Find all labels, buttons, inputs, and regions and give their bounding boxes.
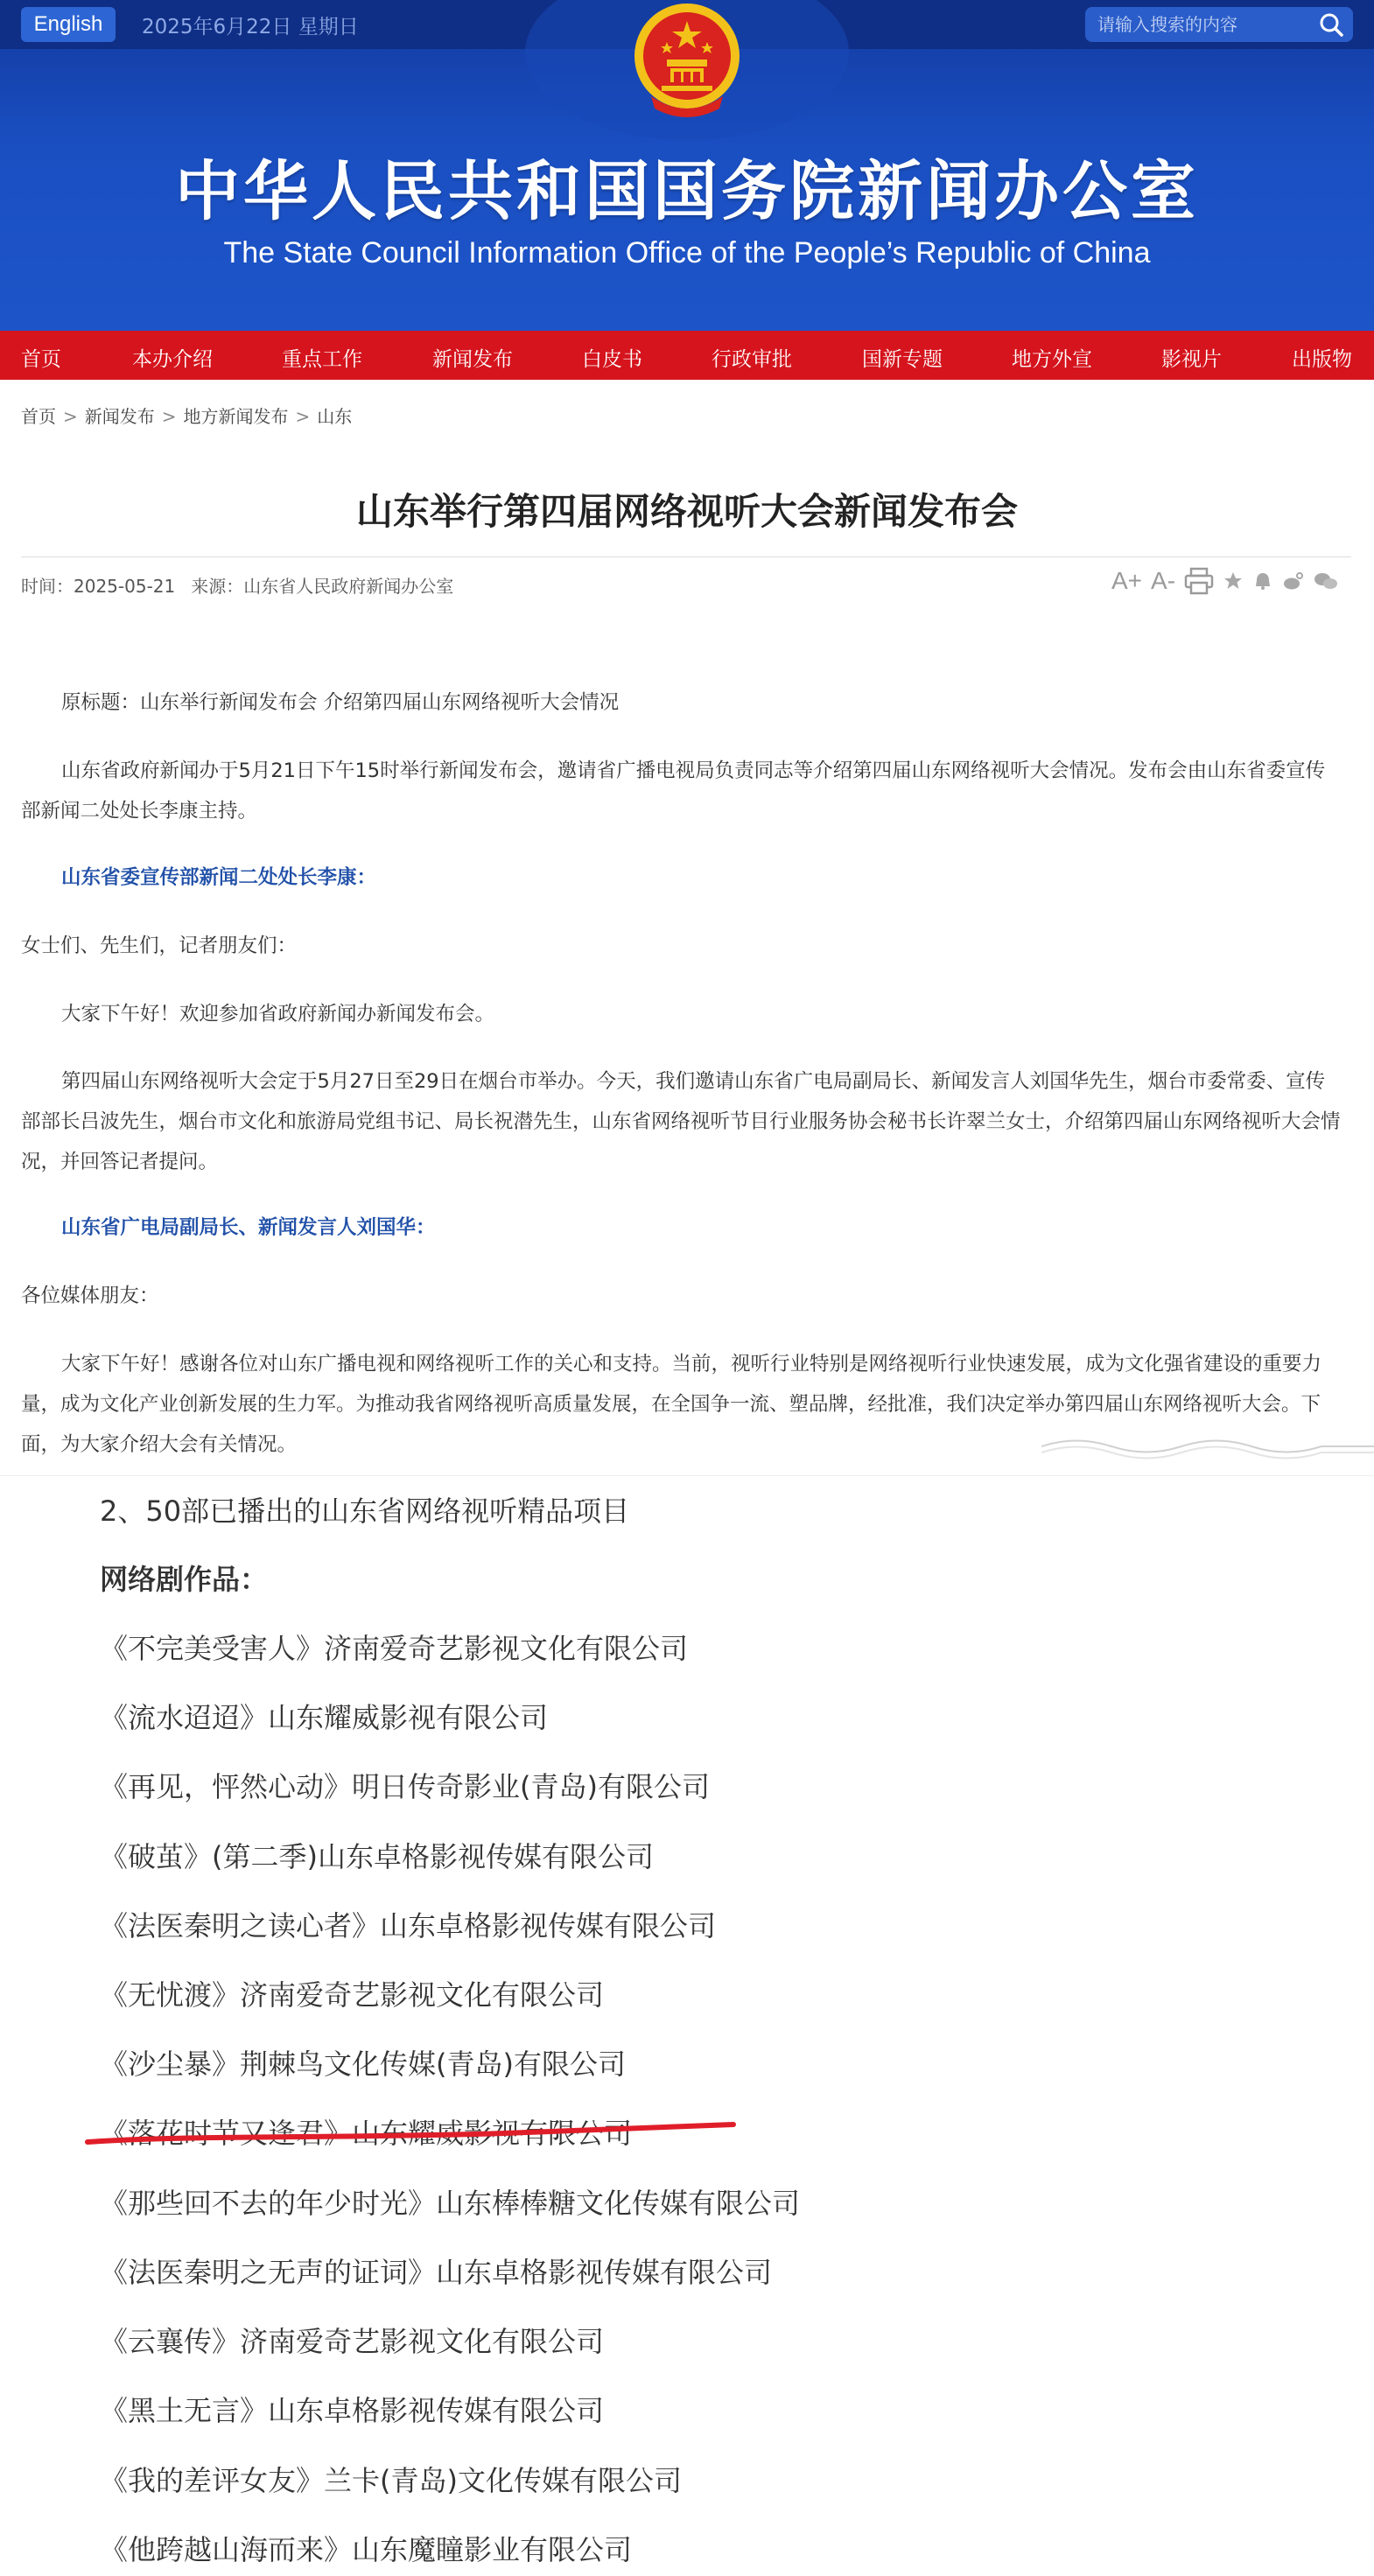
favorite-star-icon[interactable] [1223,570,1244,592]
red-hand-underline [84,2116,740,2147]
breadcrumb-separator: > [161,406,177,427]
nav-item-news-release[interactable]: 新闻发布 [432,348,513,371]
site-title-chinese: 中华人民共和国国务院新闻办公室 [175,154,1199,229]
paragraph-conference-info: 第四届山东网络视听大会定于5月27日至29日在烟台市举办。今天，我们邀请山东省广电局副局长、新闻发言人刘国华先生，烟台市委常委、宣传部部长吕波先生，烟台市文化和旅游局党组书记、局长祝潜先生，山东省网络视听节目行业服务协会秘书长许翠兰女士，介绍第四届山东网络视听大会情况，并回答记者提问。 [21,1070,1341,1173]
list-item: 《我的差评女友》兰卡(青岛)文化传媒有限公司 [100,2464,682,2497]
paragraph-greeting: 女士们、先生们，记者朋友们： [21,934,298,957]
site-title-english: The State Council Information Office of the People’s Republic of China [223,236,1151,270]
nav-item-local-publicity[interactable]: 地方外宣 [1012,348,1092,371]
nav-item-films[interactable]: 影视片 [1161,348,1222,371]
article-meta [21,572,453,598]
print-icon[interactable] [1184,567,1214,595]
paragraph-original-title: 原标题：山东举行新闻发布会 介绍第四届山东网络视听大会情况 [61,691,620,714]
nav-item-white-papers[interactable]: 白皮书 [582,348,642,371]
nav-item-key-work[interactable]: 重点工作 [282,348,362,371]
breadcrumb-local-news[interactable]: 地方新闻发布 [183,406,289,427]
speaker-liu-guohua: 山东省广电局副局长、新闻发言人刘国华： [61,1216,436,1239]
speaker-li-kang: 山东省委宣传部新闻二处处长李康： [61,866,377,889]
breadcrumb-shandong[interactable]: 山东 [317,406,353,427]
share-qzone-icon[interactable] [1252,570,1273,592]
search-input[interactable] [1097,14,1307,35]
section-heading: 2、50部已播出的山东省网络视听精品项目 [100,1494,630,1528]
search-icon[interactable] [1318,11,1344,38]
list-item: 《法医秦明之无声的证词》山东卓格影视传媒有限公司 [100,2256,773,2289]
main-nav [0,331,1374,380]
nav-item-publications[interactable]: 出版物 [1292,348,1352,371]
list-item: 《黑土无言》山东卓格影视传媒有限公司 [100,2394,605,2427]
paragraph-speech: 大家下午好！感谢各位对山东广播电视和网络视听工作的关心和支持。当前，视听行业特别是网络视听行业快速发展，成为文化强省建设的重要力量，成为文化产业创新发展的生力军。为推动我省网络视听高质量发展，在全国争一流、塑品牌，经批准，我们决定举办第四届山东网络视听大会。下面，为大家介绍大会有关情况。 [21,1353,1322,1456]
article-title: 山东举行第四届网络视听大会新闻发布会 [355,490,1018,533]
paragraph-media-greeting: 各位媒体朋友： [21,1284,159,1307]
publish-time: 2025-05-21 [74,576,176,597]
list-item: 《流水迢迢》山东耀威影视有限公司 [100,1701,549,1734]
source-name: 山东省人民政府新闻办公室 [243,576,454,597]
breadcrumb-separator: > [295,406,311,427]
list-item: 《云襄传》济南爱奇艺影视文化有限公司 [100,2325,605,2358]
font-larger-button[interactable]: A+ [1111,567,1143,594]
list-item: 《无忧渡》济南爱奇艺影视文化有限公司 [100,1978,605,2012]
share-weibo-icon[interactable] [1282,570,1305,592]
torn-edge-decoration [1041,1430,1374,1463]
search-box[interactable] [1085,7,1353,42]
national-emblem-icon [632,2,742,124]
breadcrumb-home[interactable]: 首页 [21,406,56,427]
title-divider [21,556,1351,557]
paragraph-welcome: 大家下午好！欢迎参加省政府新闻办新闻发布会。 [61,1003,495,1026]
font-smaller-button[interactable]: A- [1151,567,1176,594]
source-label: 来源： [191,576,244,597]
english-button[interactable]: English [21,7,116,42]
date-text: 2025年6月22日 星期日 [142,16,359,38]
nav-item-administrative-approval[interactable]: 行政审批 [712,348,792,371]
list-item: 《破茧》(第二季)山东卓格影视传媒有限公司 [100,1840,654,1873]
paragraph-intro: 山东省政府新闻办于5月21日下午15时举行新闻发布会，邀请省广播电视局负责同志等介绍第四届山东网络视听大会情况。发布会由山东省委宣传部新闻二处处长李康主持。 [21,760,1326,822]
subsection-heading: 网络剧作品： [100,1563,269,1596]
list-item: 《他跨越山海而来》山东魔瞳影业有限公司 [100,2533,633,2566]
list-item: 《那些回不去的年少时光》山东棒棒糖文化传媒有限公司 [100,2187,801,2220]
nav-item-special-topics[interactable]: 国新专题 [862,348,943,371]
site-header [0,0,1374,331]
article-tools [1111,567,1338,595]
list-item-highlighted: 《落花时节又逢君》山东耀威影视有限公司 [100,2117,633,2150]
list-item: 《不完美受害人》济南爱奇艺影视文化有限公司 [100,1632,689,1665]
breadcrumb [21,402,352,428]
list-item: 《再见，怦然心动》明日传奇影业(青岛)有限公司 [100,1770,710,1803]
time-label: 时间： [21,576,74,597]
list-item: 《沙尘暴》荆棘鸟文化传媒(青岛)有限公司 [100,2048,626,2081]
nav-item-home[interactable]: 首页 [21,348,61,371]
nav-item-about[interactable]: 本办介绍 [132,348,213,371]
share-wechat-icon[interactable] [1314,570,1338,592]
list-item: 《法医秦明之读心者》山东卓格影视传媒有限公司 [100,1909,717,1942]
breadcrumb-separator: > [63,406,78,427]
breadcrumb-news-release[interactable]: 新闻发布 [84,406,155,427]
